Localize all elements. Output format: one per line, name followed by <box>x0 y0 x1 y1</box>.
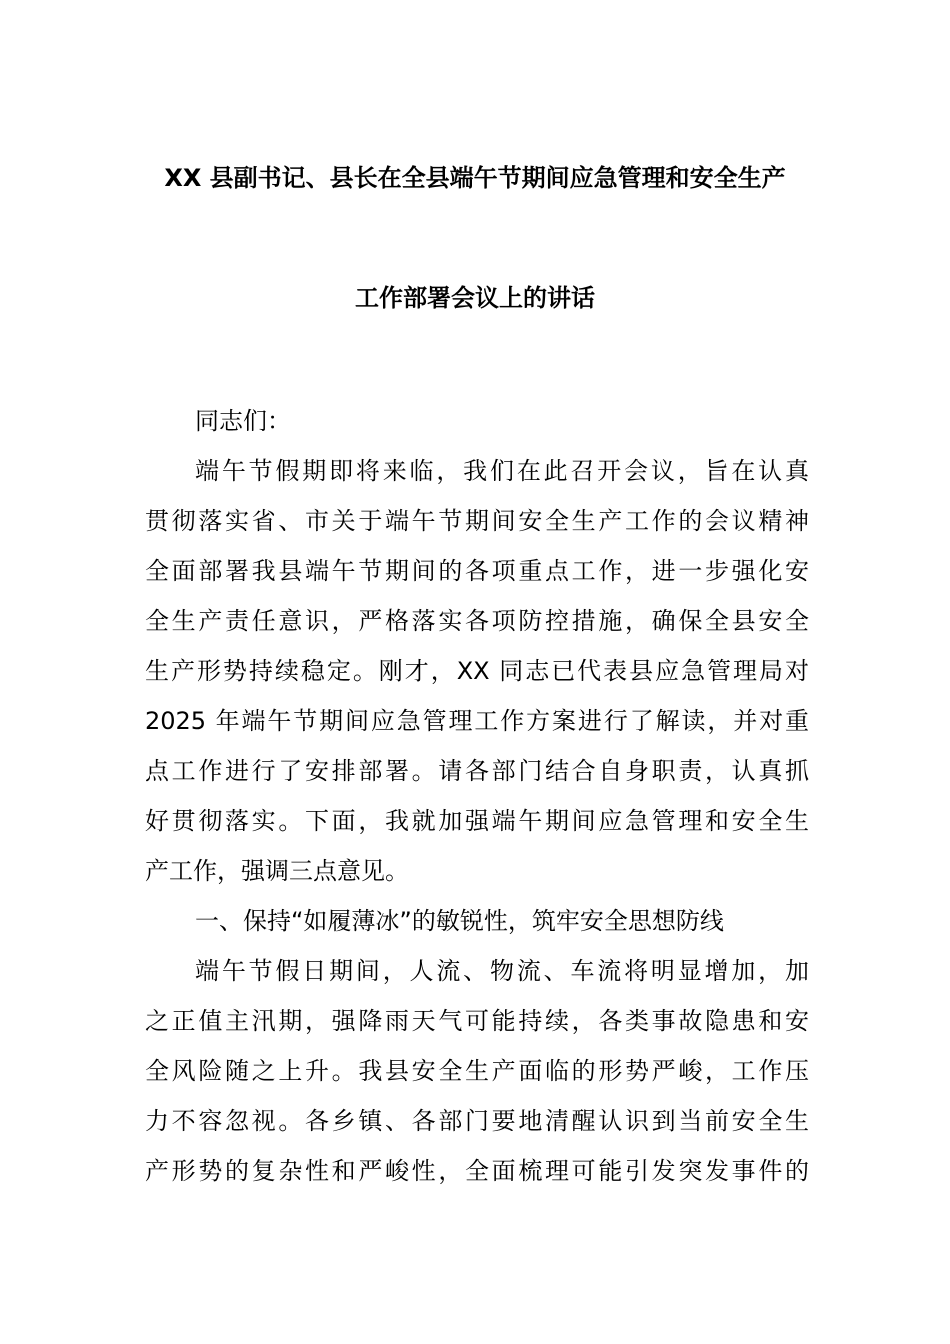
document-body <box>145 396 809 1196</box>
section-heading-1: 一、保持“如履薄冰”的敏锐性，筑牢安全思想防线 <box>195 907 724 935</box>
document-title-line-2: 工作部署会议上的讲话 <box>355 284 595 312</box>
paragraph-1-line: 贯彻落实省、市关于端午节期间安全生产工作的会议精神 <box>145 507 809 535</box>
paragraph-1-line: 点工作进行了安排部署。请各部门结合自身职责，认真抓 <box>145 757 809 785</box>
paragraph-2-line: 之正值主汛期，强降雨天气可能持续，各类事故隐患和安 <box>145 1007 809 1035</box>
paragraph-1-line: 全面部署我县端午节期间的各项重点工作，进一步强化安 <box>145 557 809 585</box>
paragraph-2-line: 端午节假日期间，人流、物流、车流将明显增加，加 <box>195 957 809 985</box>
paragraph-1-line: 全生产责任意识，严格落实各项防控措施，确保全县安全 <box>145 607 809 635</box>
paragraph-2-line: 全风险随之上升。我县安全生产面临的形势严峻，工作压 <box>145 1057 809 1085</box>
document-title-line-1: XX 县副书记、县长在全县端午节期间应急管理和安全生产 <box>164 164 786 192</box>
paragraph-1-line: 生产形势持续稳定。刚才，XX 同志已代表县应急管理局对 <box>145 657 809 685</box>
paragraph-1-line: 2025 年端午节期间应急管理工作方案进行了解读，并对重 <box>145 707 809 735</box>
paragraph-1-line: 端午节假期即将来临，我们在此召开会议，旨在认真 <box>195 457 809 485</box>
paragraph-1-line: 产工作，强调三点意见。 <box>145 857 409 885</box>
salutation: 同志们： <box>195 407 291 435</box>
paragraph-2-line: 力不容忽视。各乡镇、各部门要地清醒认识到当前安全生 <box>145 1107 809 1135</box>
paragraph-2-line: 产形势的复杂性和严峻性，全面梳理可能引发突发事件的 <box>145 1157 809 1185</box>
paragraph-1-line: 好贯彻落实。下面，我就加强端午期间应急管理和安全生 <box>145 807 809 835</box>
